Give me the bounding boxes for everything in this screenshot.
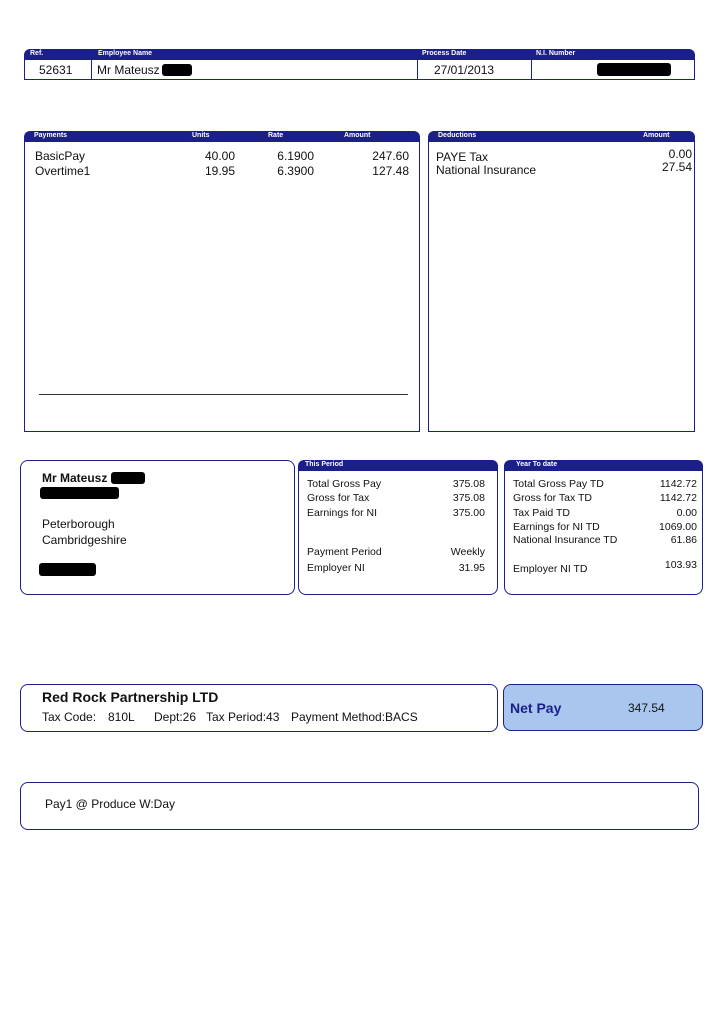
redacted-ni-number <box>597 63 671 76</box>
list-item <box>307 546 485 559</box>
company-panel <box>20 684 498 732</box>
payments-total-divider <box>39 394 408 395</box>
net-pay-value: 347.54 <box>628 701 665 715</box>
list-item <box>513 478 697 491</box>
payment-units: 40.00 <box>204 149 235 163</box>
redacted-surname <box>111 472 145 484</box>
list-item <box>513 507 697 520</box>
redacted-surname <box>162 64 192 76</box>
ytd-label: Tax Paid TD <box>513 507 570 519</box>
ytd-header-bar <box>504 460 703 470</box>
redacted-address-line <box>40 487 119 499</box>
top-header-bar <box>24 49 695 59</box>
period-label: Earnings for NI <box>307 507 378 519</box>
list-item <box>307 492 485 505</box>
payment-name: Overtime1 <box>35 164 91 178</box>
list-item <box>513 561 697 574</box>
ytd-value: 1142.72 <box>659 492 697 504</box>
net-pay-panel <box>503 684 703 731</box>
footer-note: Pay1 @ Produce W:Day <box>45 797 176 811</box>
deduction-amount: 27.54 <box>661 160 692 174</box>
payment-name: BasicPay <box>35 149 86 163</box>
employee-name-value: Mr Mateusz <box>97 63 160 77</box>
payments-header-bar <box>24 131 420 141</box>
payment-amount: 127.48 <box>372 164 409 178</box>
company-name: Red Rock Partnership LTD <box>42 689 219 705</box>
table-row <box>436 160 692 178</box>
ytd-label: Earnings for NI TD <box>513 521 600 533</box>
deductions-header: Deductions <box>438 132 477 139</box>
deduction-amount: 0.00 <box>668 147 692 161</box>
period-label: Total Gross Pay <box>307 478 382 490</box>
ref-header: Ref. <box>30 50 44 57</box>
address-panel <box>20 460 295 595</box>
ytd-value: 1142.72 <box>659 478 697 490</box>
ytd-employer-ni-value: 103.93 <box>664 559 697 571</box>
top-info-row <box>24 59 695 80</box>
period-value: 375.08 <box>452 478 485 490</box>
list-item <box>307 507 485 520</box>
deduction-name: PAYE Tax <box>436 150 489 164</box>
process-date-header: Process Date <box>422 50 467 57</box>
address-line-1: Peterborough <box>42 517 115 531</box>
ytd-value: 1069.00 <box>659 521 697 533</box>
payment-amount: 247.60 <box>372 149 409 163</box>
list-item <box>513 492 697 505</box>
table-row <box>436 148 692 163</box>
payments-panel <box>24 141 420 432</box>
ytd-label: National Insurance TD <box>513 534 618 546</box>
ytd-employer-ni-label: Employer NI TD <box>513 563 588 575</box>
list-item <box>307 562 485 575</box>
tax-period-value: Tax Period:43 <box>206 710 280 724</box>
deduction-name: National Insurance <box>436 163 537 177</box>
list-item <box>513 534 697 547</box>
ref-value: 52631 <box>39 63 73 77</box>
payment-rate: 6.3900 <box>277 164 314 178</box>
list-item <box>307 478 485 491</box>
employer-ni-value: 31.95 <box>458 562 485 574</box>
deductions-panel <box>428 141 695 432</box>
deductions-amount-header: Amount <box>643 132 670 139</box>
payments-header: Payments <box>34 132 68 139</box>
period-label: Gross for Tax <box>307 492 370 504</box>
units-header: Units <box>192 132 210 139</box>
payment-units: 19.95 <box>204 164 235 178</box>
payment-method-value: Payment Method:BACS <box>291 710 418 724</box>
payment-rate: 6.1900 <box>277 149 314 163</box>
amount-header: Amount <box>344 132 371 139</box>
dept-value: Dept:26 <box>154 710 197 724</box>
redacted-postcode <box>39 563 96 576</box>
ytd-value: 61.86 <box>670 534 697 546</box>
this-period-panel <box>298 470 498 595</box>
this-period-header-bar <box>298 460 498 470</box>
list-item <box>513 521 697 534</box>
period-value: 375.08 <box>452 492 485 504</box>
ytd-header: Year To date <box>516 461 558 468</box>
table-row <box>35 164 409 179</box>
deductions-header-bar <box>428 131 695 141</box>
employer-ni-label: Employer NI <box>307 562 365 574</box>
rate-header: Rate <box>268 132 284 139</box>
this-period-header: This Period <box>305 461 344 468</box>
net-pay-label: Net Pay <box>510 700 562 716</box>
notes-panel <box>20 782 699 830</box>
payment-period-value: Weekly <box>450 546 485 558</box>
ytd-label: Total Gross Pay TD <box>513 478 604 490</box>
payment-period-label: Payment Period <box>307 546 382 558</box>
process-date-value: 27/01/2013 <box>434 63 495 77</box>
ytd-panel <box>504 470 703 595</box>
table-row <box>35 149 409 164</box>
employee-name-header: Employee Name <box>98 50 153 57</box>
address-line-2: Cambridgeshire <box>42 533 127 547</box>
ytd-value: 0.00 <box>676 507 697 519</box>
ytd-label: Gross for Tax TD <box>513 492 592 504</box>
tax-code-value: 810L <box>108 710 135 724</box>
period-value: 375.00 <box>452 507 485 519</box>
tax-code-label: Tax Code: <box>42 710 97 724</box>
address-name: Mr Mateusz <box>42 471 108 485</box>
ni-number-header: N.I. Number <box>536 50 576 57</box>
